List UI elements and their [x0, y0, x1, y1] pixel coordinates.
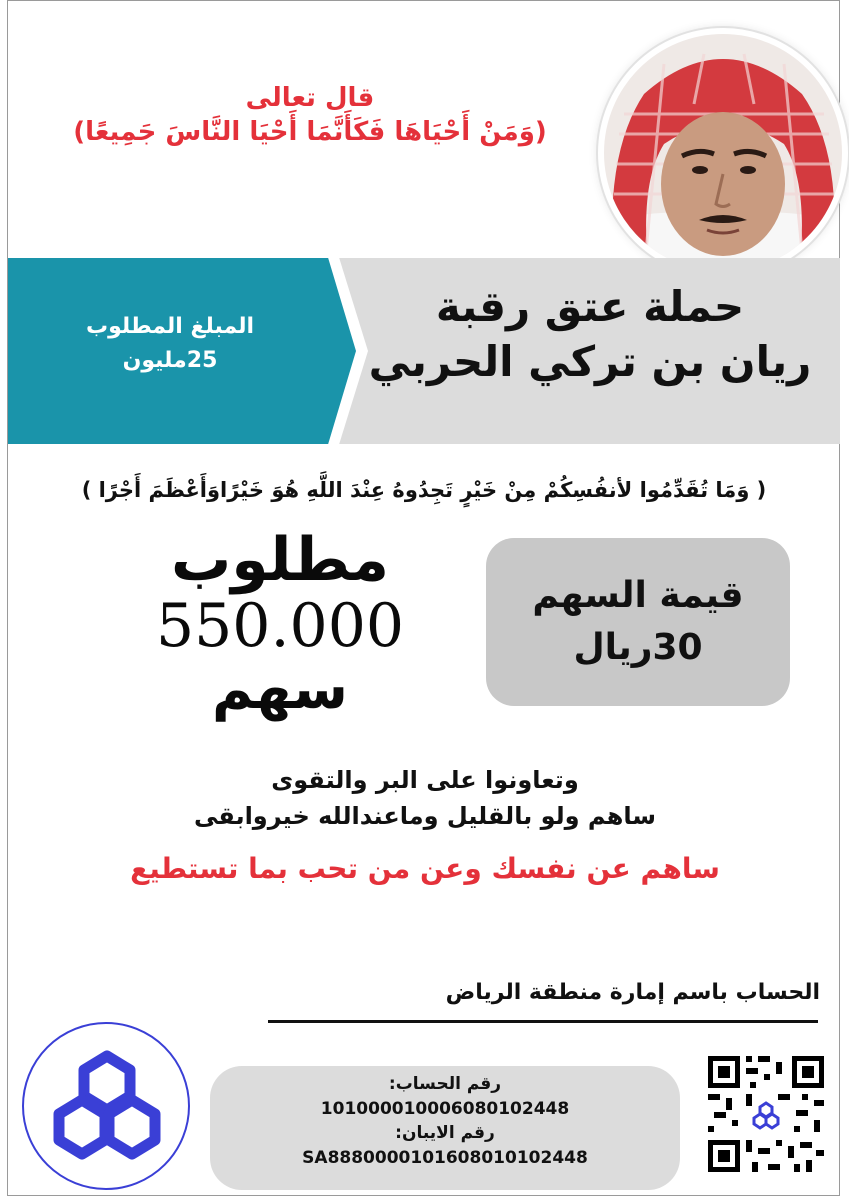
qr-code-icon[interactable]: [706, 1054, 826, 1174]
appeal-line1: وتعاونوا على البر والتقوى: [271, 766, 579, 794]
appeal-highlight: ساهم عن نفسك وعن من تحب بما تستطيع: [130, 852, 720, 885]
share-value-box: [486, 538, 790, 706]
account-number[interactable]: 101000010006080102448: [320, 1098, 570, 1119]
needed-number: 550.000: [155, 591, 405, 661]
required-amount: [20, 310, 320, 378]
quote-verse: (وَمَنْ أَحْيَاهَا فَكَأَنَّمَا أَحْيَا النَّاسَ جَمِيعًا): [73, 116, 547, 147]
iban-label: رقم الايبان:: [395, 1123, 495, 1144]
portrait-illustration: [604, 34, 842, 272]
portrait-photo: [598, 28, 848, 278]
account-details-box: [210, 1066, 680, 1190]
appeal-line2: ساهم ولو بالقليل وماعندالله خيروابقى: [194, 802, 656, 830]
appeal-text: [60, 762, 790, 834]
second-verse: ( وَمَا تُقَدِّمُوا لأنفُسِكُمْ مِنْ خَيْرٍ تَجِدُوهُ عِنْدَ اللَّهِ هُوَ خَيْرًاوَأَعْظَمَ أَجْرًا ): [81, 478, 767, 502]
quran-quote: [30, 82, 590, 150]
needed-word: مطلوب: [171, 525, 389, 595]
iban-number[interactable]: SA8880000101608010102448: [302, 1147, 588, 1168]
account-number-label: رقم الحساب:: [388, 1074, 502, 1094]
divider-line: [268, 1020, 818, 1023]
required-amount-value: 25مليون: [122, 348, 218, 374]
share-value-amount: 30ريال: [573, 627, 703, 668]
bank-logo-icon: [22, 1022, 190, 1190]
bank-logo-shape: [48, 1048, 166, 1168]
needed-shares: [150, 525, 410, 722]
share-value-label: قيمة السهم: [532, 574, 744, 616]
campaign-title-line2: ريان بن تركي الحربي: [368, 336, 812, 386]
needed-unit: سهم: [212, 657, 348, 722]
quote-intro: قال تعالى: [245, 83, 375, 113]
required-amount-label: المبلغ المطلوب: [85, 314, 255, 339]
campaign-title: [365, 280, 815, 389]
account-holder-name: الحساب باسم إمارة منطقة الرياض: [445, 980, 820, 1005]
qr-code-pattern: [706, 1054, 826, 1174]
campaign-title-line1: حملة عتق رقبة: [435, 282, 745, 331]
